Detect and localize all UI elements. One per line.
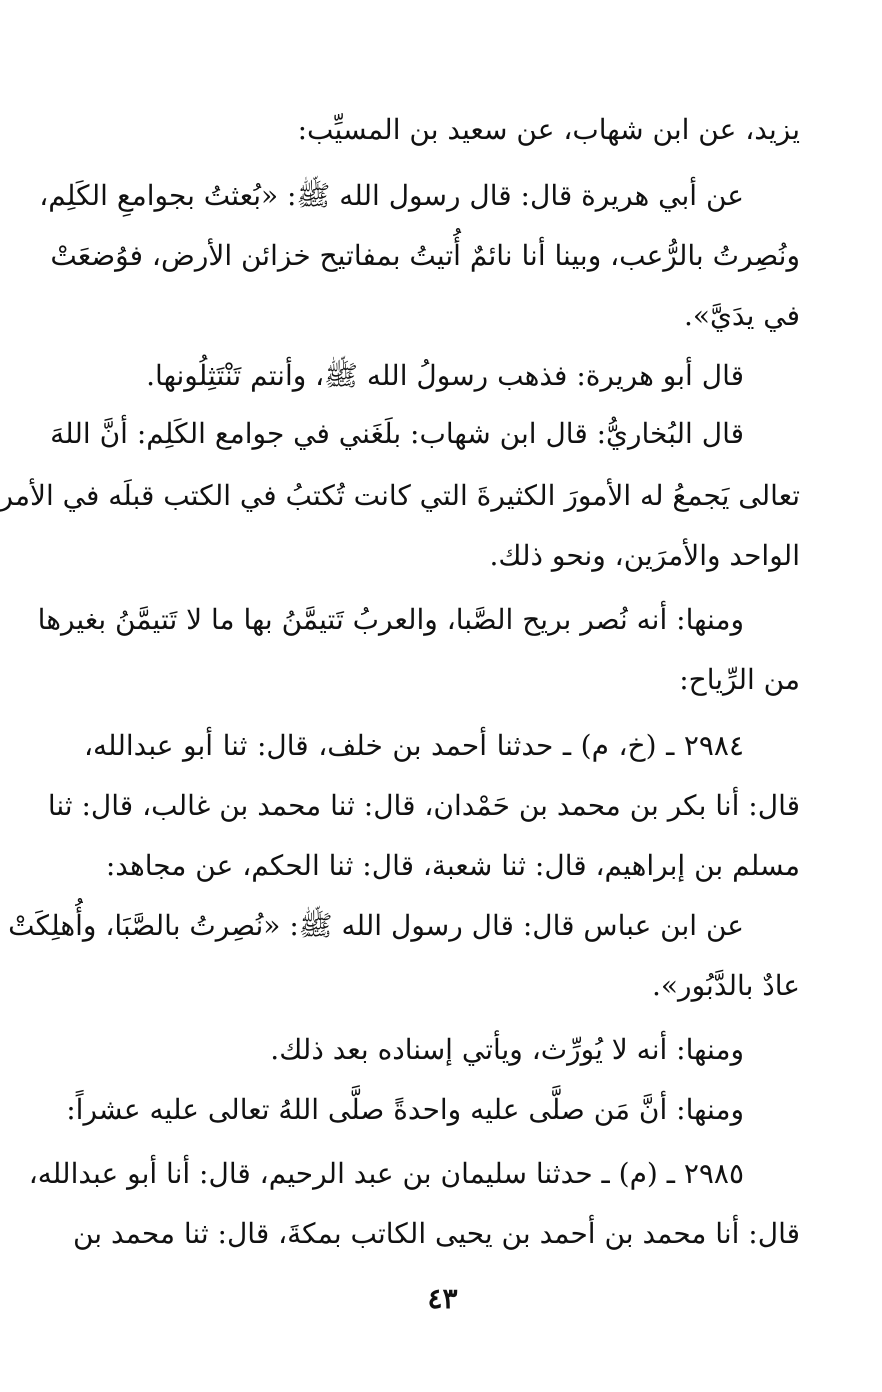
hadith-header-line: ٢٩٨٥ ـ (م) ـ حدثنا سليمان بن عبد الرحيم، قال: أنا أبو عبدالله،: [28, 1157, 744, 1190]
page-number: ٤٣: [427, 1282, 458, 1315]
text-line: تعالى يَجمعُ له الأمورَ الكثيرةَ التي كانت تُكتبُ في الكتب قبلَه في الأمر: [0, 479, 800, 512]
text-line: في يدَيَّ».: [683, 299, 800, 332]
text-line: يزيد، عن ابن شهاب، عن سعيد بن المسيِّب:: [297, 113, 800, 146]
text-line: مسلم بن إبراهيم، قال: ثنا شعبة، قال: ثنا الحكم، عن مجاهد:: [105, 849, 800, 882]
text-line: قال: أنا محمد بن أحمد بن يحيى الكاتب بمكةَ، قال: ثنا محمد بن: [72, 1217, 800, 1250]
text-line: عن أبي هريرة قال: قال رسول الله ﷺ: «بُعثتُ بجوامعِ الكَلِم،: [39, 179, 744, 212]
text-line: عن ابن عباس قال: قال رسول الله ﷺ: «نُصِرتُ بالصَّبَا، وأُهلِكَتْ: [8, 909, 744, 942]
text-line: ومنها: أنه نُصر بريح الصَّبا، والعربُ تَتيمَّنُ بها ما لا تَتيمَّنُ بغيرها: [37, 603, 744, 636]
text-line: ونُصِرتُ بالرُّعب، وبينا أنا نائمٌ أُتيتُ بمفاتيح خزائن الأرض، فوُضعَتْ: [50, 239, 800, 272]
text-line: الواحد والأمرَين، ونحو ذلك.: [489, 539, 800, 572]
hadith-header-line: ٢٩٨٤ ـ (خ، م) ـ حدثنا أحمد بن خلف، قال: ثنا أبو عبدالله،: [84, 729, 744, 762]
text-line: ومنها: أنَّ مَن صلَّى عليه واحدةً صلَّى اللهُ تعالى عليه عشراً:: [66, 1093, 744, 1126]
text-line: عادٌ بالدَّبُور».: [652, 969, 800, 1002]
text-line: ومنها: أنه لا يُورِّث، ويأتي إسناده بعد ذلك.: [270, 1033, 744, 1066]
text-line: قال أبو هريرة: فذهب رسولُ الله ﷺ، وأنتم تَنْتَثِلُونها.: [146, 359, 744, 392]
text-line: قال: أنا بكر بن محمد بن حَمْدان، قال: ثنا محمد بن غالب، قال: ثنا: [47, 789, 800, 822]
text-line: من الرِّياح:: [679, 663, 800, 696]
text-line: قال البُخاريُّ: قال ابن شهاب: بلَغَني في جوامع الكَلِم: أنَّ اللهَ: [50, 417, 744, 450]
